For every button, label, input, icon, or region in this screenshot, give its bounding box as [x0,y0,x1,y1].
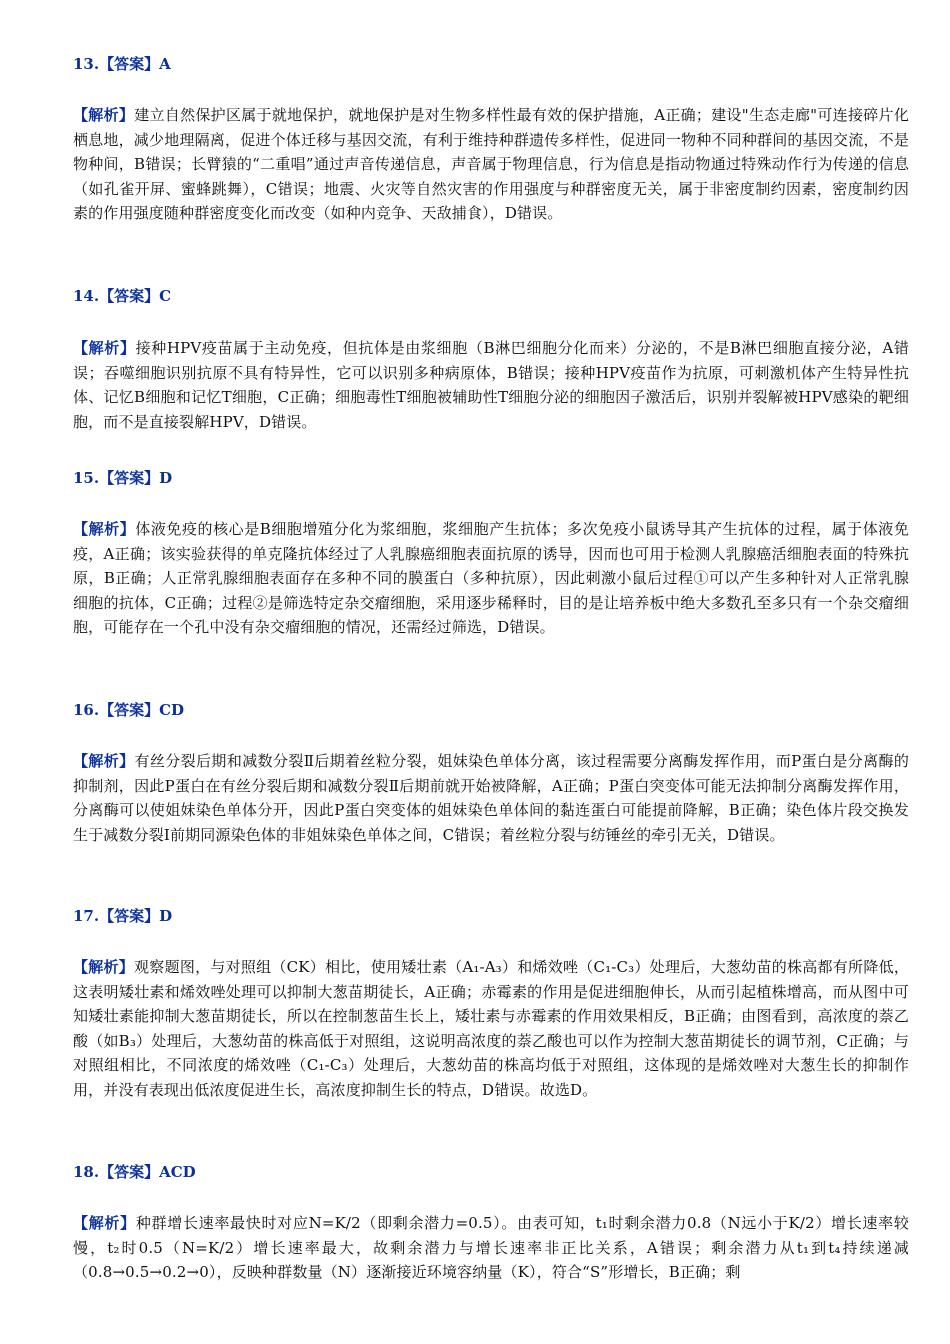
answer-heading-15: 15.【答案】D [73,469,173,487]
explanation-text: 种群增长速率最快时对应N=K/2（即剩余潜力=0.5）。由表可知，t₁时剩余潜力0.8（N远小于K/2）增长速率较慢，t₂时0.5（N=K/2）增长速率最大，故剩余潜力与增长速率非正比关系，A错误；剩余潜力从t₁到t₄持续递减（0.8→0.5→0.2→0），反映种群数量（N）逐渐接近环境容纳量（K），符合“S”形增长，B正确；剩 [73,1214,909,1282]
explanation-16 [73,749,909,847]
explanation-text: 有丝分裂后期和减数分裂Ⅱ后期着丝粒分裂，姐妹染色单体分离，该过程需要分离酶发挥作用，而P蛋白是分离酶的抑制剂，因此P蛋白在有丝分裂后期和减数分裂Ⅱ后期前就开始被降解，A正确；P蛋白突变体可能无法抑制分离酶发挥作用，分离酶可以使姐妹染色单体分开，因此P蛋白突变体的姐妹染色单体间的黏连蛋白可能提前降解，B正确；染色体片段交换发生于减数分裂Ⅰ前期同源染色体的非姐妹染色单体之间，C错误；着丝粒分裂与纺锤丝的牵引无关，D错误。 [73,752,909,844]
explanation-tag: 【解析】 [73,106,135,124]
answer-heading-13: 13.【答案】A [73,55,171,73]
answer-heading-16: 16.【答案】CD [73,701,185,719]
explanation-tag: 【解析】 [73,752,135,770]
explanation-15 [73,517,909,640]
explanation-13 [73,103,909,226]
explanation-text: 建立自然保护区属于就地保护，就地保护是对生物多样性最有效的保护措施，A正确；建设"生态走廊"可连接碎片化栖息地，减少地理隔离，促进个体迁移与基因交流，有利于维持种群遗传多样性，促进同一物种不同种群间的基因交流，不是物种间，B错误；长臂猿的“二重唱”通过声音传递信息，声音属于物理信息，行为信息是指动物通过特殊动作行为传递的信息（如孔雀开屏、蜜蜂跳舞），C错误；地震、火灾等自然灾害的作用强度与种群密度无关，属于非密度制约因素，密度制约因素的作用强度随种群密度变化而改变（如种内竞争、天敌捕食），D错误。 [73,106,909,223]
explanation-tag: 【解析】 [73,958,135,976]
explanation-text: 体液免疫的核心是B细胞增殖分化为浆细胞，浆细胞产生抗体；多次免疫小鼠诱导其产生抗体的过程，属于体液免疫，A正确；该实验获得的单克隆抗体经过了人乳腺癌细胞表面抗原的诱导，因而也可用于检测人乳腺癌活细胞表面的特殊抗原，B正确；人正常乳腺细胞表面存在多种不同的膜蛋白（多种抗原），因此刺激小鼠后过程①可以产生多种针对人正常乳腺细胞的抗体，C正确；过程②是筛选特定杂交瘤细胞，采用逐步稀释时，目的是让培养板中绝大多数孔至多只有一个杂交瘤细胞，可能存在一个孔中没有杂交瘤细胞的情况，还需经过筛选，D错误。 [73,520,910,637]
answer-heading-18: 18.【答案】ACD [73,1163,196,1181]
answer-heading-17: 17.【答案】D [73,907,173,925]
explanation-17 [73,955,909,1103]
explanation-14 [73,336,909,434]
explanation-text: 接种HPV疫苗属于主动免疫，但抗体是由浆细胞（B淋巴细胞分化而来）分泌的，不是B淋巴细胞直接分泌，A错误；吞噬细胞识别抗原不具有特异性，它可以识别多种病原体，B错误；接种HPV疫苗作为抗原，可刺激机体产生特异性抗体、记忆B细胞和记忆T细胞，C正确；细胞毒性T细胞被辅助性T细胞分泌的细胞因子激活后，识别并裂解被HPV感染的靶细胞，而不是直接裂解HPV，D错误。 [73,339,909,431]
explanation-18 [73,1211,909,1285]
explanation-tag: 【解析】 [73,1214,136,1232]
answer-heading-14: 14.【答案】C [73,287,172,305]
explanation-tag: 【解析】 [73,520,136,538]
explanation-tag: 【解析】 [73,339,136,357]
explanation-text: 观察题图，与对照组（CK）相比，使用矮壮素（A₁-A₃）和烯效唑（C₁-C₃）处理后，大葱幼苗的株高都有所降低，这表明矮壮素和烯效唑处理可以抑制大葱苗期徒长，A正确；赤霉素的作用是促进细胞伸长，从而引起植株增高，而从图中可知矮壮素能抑制大葱苗期徒长，所以在控制葱苗生长上，矮壮素与赤霉素的作用效果相反，B正确；由图看到，高浓度的萘乙酸（如B₃）处理后，大葱幼苗的株高低于对照组，这说明高浓度的萘乙酸也可以作为控制大葱苗期徒长的调节剂，C正确；与对照组相比，不同浓度的烯效唑（C₁-C₃）处理后，大葱幼苗的株高均低于对照组，这体现的是烯效唑对大葱生长的抑制作用，并没有表现出低浓度促进生长，高浓度抑制生长的特点，D错误。故选D。 [73,958,909,1099]
